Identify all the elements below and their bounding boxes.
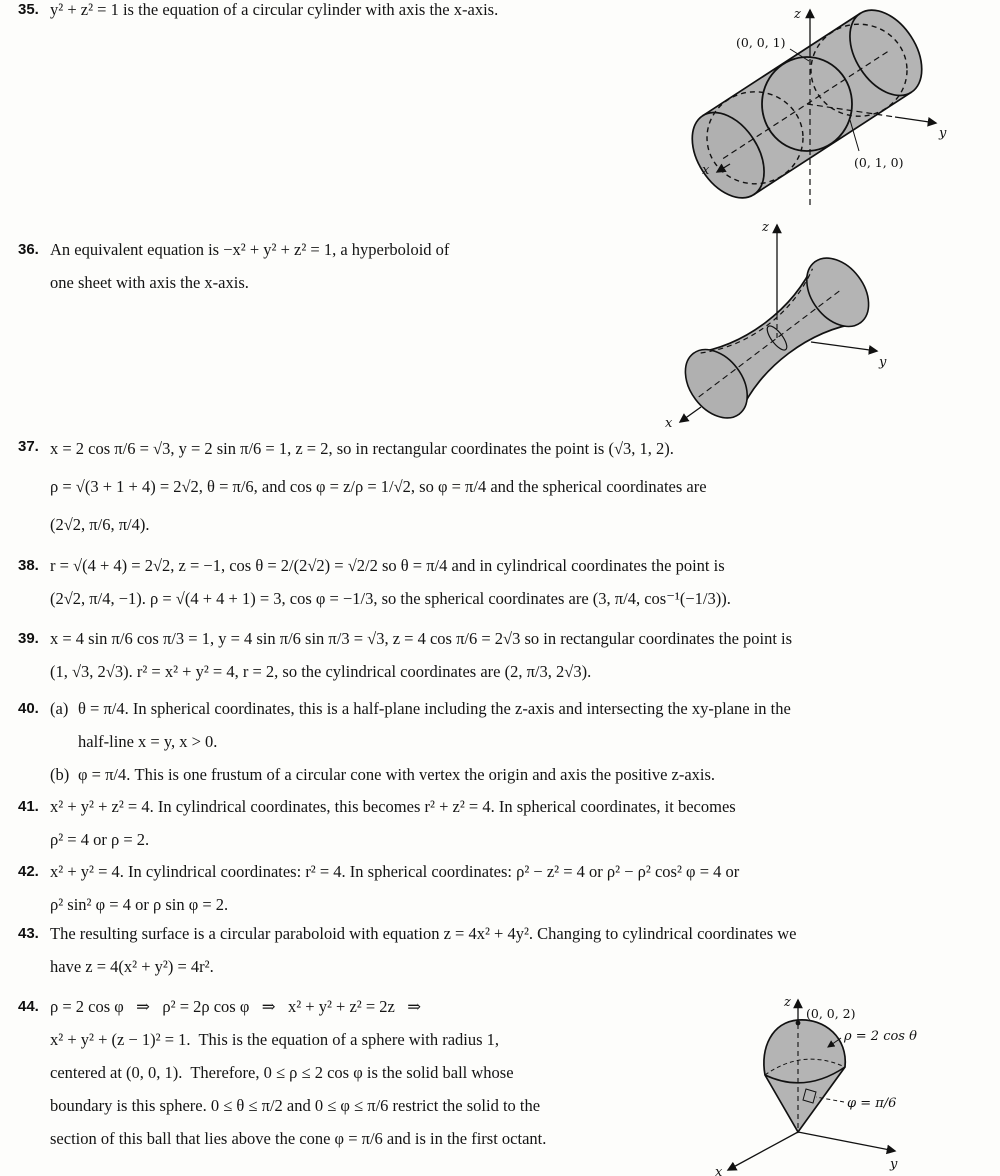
problem-42 bbox=[18, 855, 978, 921]
problem-content bbox=[50, 0, 698, 26]
part-content bbox=[78, 758, 715, 791]
solution-line: The resulting surface is a circular paraboloid with equation z = 4x² + 4y². Changing to cylindrical coordinates we bbox=[50, 924, 797, 943]
problem-38 bbox=[18, 549, 978, 615]
solution-line: θ = π/4. In spherical coordinates, this is a half-plane including the z-axis and intersecting the xy-plane in the bbox=[78, 699, 791, 718]
problem-number: 43. bbox=[18, 925, 39, 942]
problem-36 bbox=[18, 233, 598, 299]
y-axis-label: y bbox=[890, 1157, 898, 1172]
problem-content bbox=[50, 917, 978, 983]
apex-point-label: (0, 0, 2) bbox=[806, 1006, 856, 1021]
problem-number: 36. bbox=[18, 241, 39, 258]
figure-hyperboloid bbox=[625, 195, 955, 435]
problem-40 bbox=[18, 692, 978, 791]
x-axis-line bbox=[680, 407, 701, 422]
problem-content bbox=[50, 622, 978, 688]
solution-line: (2√2, π/4, −1). ρ = √(4 + 4 + 1) = 3, cos φ = −1/3, so the spherical coordinates are (3, π/4, cos⁻¹(−1/3)). bbox=[50, 589, 731, 608]
solid-region bbox=[764, 1020, 845, 1132]
problem-content bbox=[50, 855, 978, 921]
solution-line: ρ = 2 cos φ ⇒ ρ² = 2ρ cos φ ⇒ x² + y² + z² = 2z ⇒ bbox=[50, 997, 422, 1016]
problem-number: 40. bbox=[18, 700, 39, 717]
problem-41 bbox=[18, 790, 978, 856]
solution-line: ρ = √(3 + 1 + 4) = 2√2, θ = π/6, and cos φ = z/ρ = 1/√2, so φ = π/4 and the spherical coordinates are bbox=[50, 477, 707, 496]
y-axis-line bbox=[798, 1132, 895, 1151]
y-axis-label: y bbox=[939, 126, 947, 141]
part-a bbox=[50, 692, 978, 758]
problem-number: 44. bbox=[18, 998, 39, 1015]
problem-content bbox=[50, 430, 978, 544]
solution-line: boundary is this sphere. 0 ≤ θ ≤ π/2 and 0 ≤ φ ≤ π/6 restrict the solid to the bbox=[50, 1096, 541, 1115]
solution-line: (2√2, π/6, π/4). bbox=[50, 515, 150, 534]
solution-line: y² + z² = 1 is the equation of a circular cylinder with axis the x-axis. bbox=[50, 0, 499, 19]
problem-43 bbox=[18, 917, 978, 983]
problem-number: 39. bbox=[18, 630, 39, 647]
solution-line: x = 2 cos π/6 = √3, y = 2 sin π/6 = 1, z = 2, so in rectangular coordinates the point is (√3, 1, 2). bbox=[50, 439, 674, 458]
part-b bbox=[50, 758, 978, 791]
problem-37 bbox=[18, 430, 978, 544]
y-axis-line bbox=[895, 117, 936, 123]
part-content bbox=[78, 692, 791, 758]
problem-35 bbox=[18, 0, 698, 26]
solution-line: x² + y² = 4. In cylindrical coordinates: r² = 4. In spherical coordinates: ρ² − z² = 4 or ρ² − ρ² cos² φ = 4 or bbox=[50, 862, 740, 881]
solution-line: φ = π/4. This is one frustum of a circular cone with vertex the origin and axis the positive z-axis. bbox=[78, 765, 716, 784]
y-axis-label: y bbox=[879, 355, 887, 370]
solution-line: ρ² = 4 or ρ = 2. bbox=[50, 830, 150, 849]
problem-content bbox=[50, 233, 598, 299]
z-axis-label: z bbox=[784, 995, 791, 1010]
point-label-001: (0, 0, 1) bbox=[736, 35, 786, 50]
figure-cylinder bbox=[690, 0, 1000, 215]
part-label: (b) bbox=[50, 765, 70, 784]
solution-line: x² + y² + z² = 4. In cylindrical coordinates, this becomes r² + z² = 4. In spherical coordinates, it becomes bbox=[50, 797, 736, 816]
z-axis-label: z bbox=[762, 220, 769, 235]
problem-content bbox=[50, 549, 978, 615]
solution-line: x² + y² + (z − 1)² = 1. This is the equation of a sphere with radius 1, bbox=[50, 1030, 500, 1049]
problem-number: 41. bbox=[18, 798, 39, 815]
figure-cone-sphere bbox=[710, 990, 940, 1176]
problem-39 bbox=[18, 622, 978, 688]
apex-point-dot bbox=[796, 1021, 801, 1026]
solution-line: x = 4 sin π/6 cos π/3 = 1, y = 4 sin π/6 sin π/3 = √3, z = 4 cos π/6 = 2√3 so in rectangular coordinates the point is bbox=[50, 629, 793, 648]
problem-content bbox=[50, 790, 978, 856]
surface-label: ρ = 2 cos θ bbox=[844, 1029, 917, 1044]
solution-line: half-line x = y, x > 0. bbox=[78, 732, 218, 751]
solution-line: have z = 4(x² + y²) = 4r². bbox=[50, 957, 214, 976]
x-axis-label: x bbox=[715, 1165, 723, 1176]
problem-content bbox=[50, 990, 698, 1155]
solution-line: centered at (0, 0, 1). Therefore, 0 ≤ ρ ≤ 2 cos φ is the solid ball whose bbox=[50, 1063, 514, 1082]
problem-44 bbox=[18, 990, 698, 1155]
y-axis-line bbox=[811, 342, 877, 351]
part-label: (a) bbox=[50, 699, 69, 718]
x-axis-label: x bbox=[702, 163, 710, 178]
problem-number: 42. bbox=[18, 863, 39, 880]
solution-line: one sheet with axis the x-axis. bbox=[50, 273, 249, 292]
solution-line: section of this ball that lies above the cone φ = π/6 and is in the first octant. bbox=[50, 1129, 547, 1148]
solution-line: (1, √3, 2√3). r² = x² + y² = 4, r = 2, so the cylindrical coordinates are (2, π/3, 2√3). bbox=[50, 662, 592, 681]
solution-line: r = √(4 + 4) = 2√2, z = −1, cos θ = 2/(2√2) = √2/2 so θ = π/4 and in cylindrical coordinates the point is bbox=[50, 556, 725, 575]
solution-line: ρ² sin² φ = 4 or ρ sin φ = 2. bbox=[50, 895, 229, 914]
x-axis-line bbox=[728, 1132, 798, 1170]
cylinder-body bbox=[690, 0, 949, 215]
cone-label: φ = π/6 bbox=[847, 1096, 897, 1111]
x-axis-label: x bbox=[665, 416, 673, 431]
point-label-010: (0, 1, 0) bbox=[854, 155, 904, 170]
problem-number: 38. bbox=[18, 557, 39, 574]
solution-line: An equivalent equation is −x² + y² + z² = 1, a hyperboloid of bbox=[50, 240, 450, 259]
problem-number: 35. bbox=[18, 1, 39, 18]
z-axis-label: z bbox=[794, 7, 801, 22]
problem-number: 37. bbox=[18, 438, 39, 455]
problem-content bbox=[50, 692, 978, 791]
